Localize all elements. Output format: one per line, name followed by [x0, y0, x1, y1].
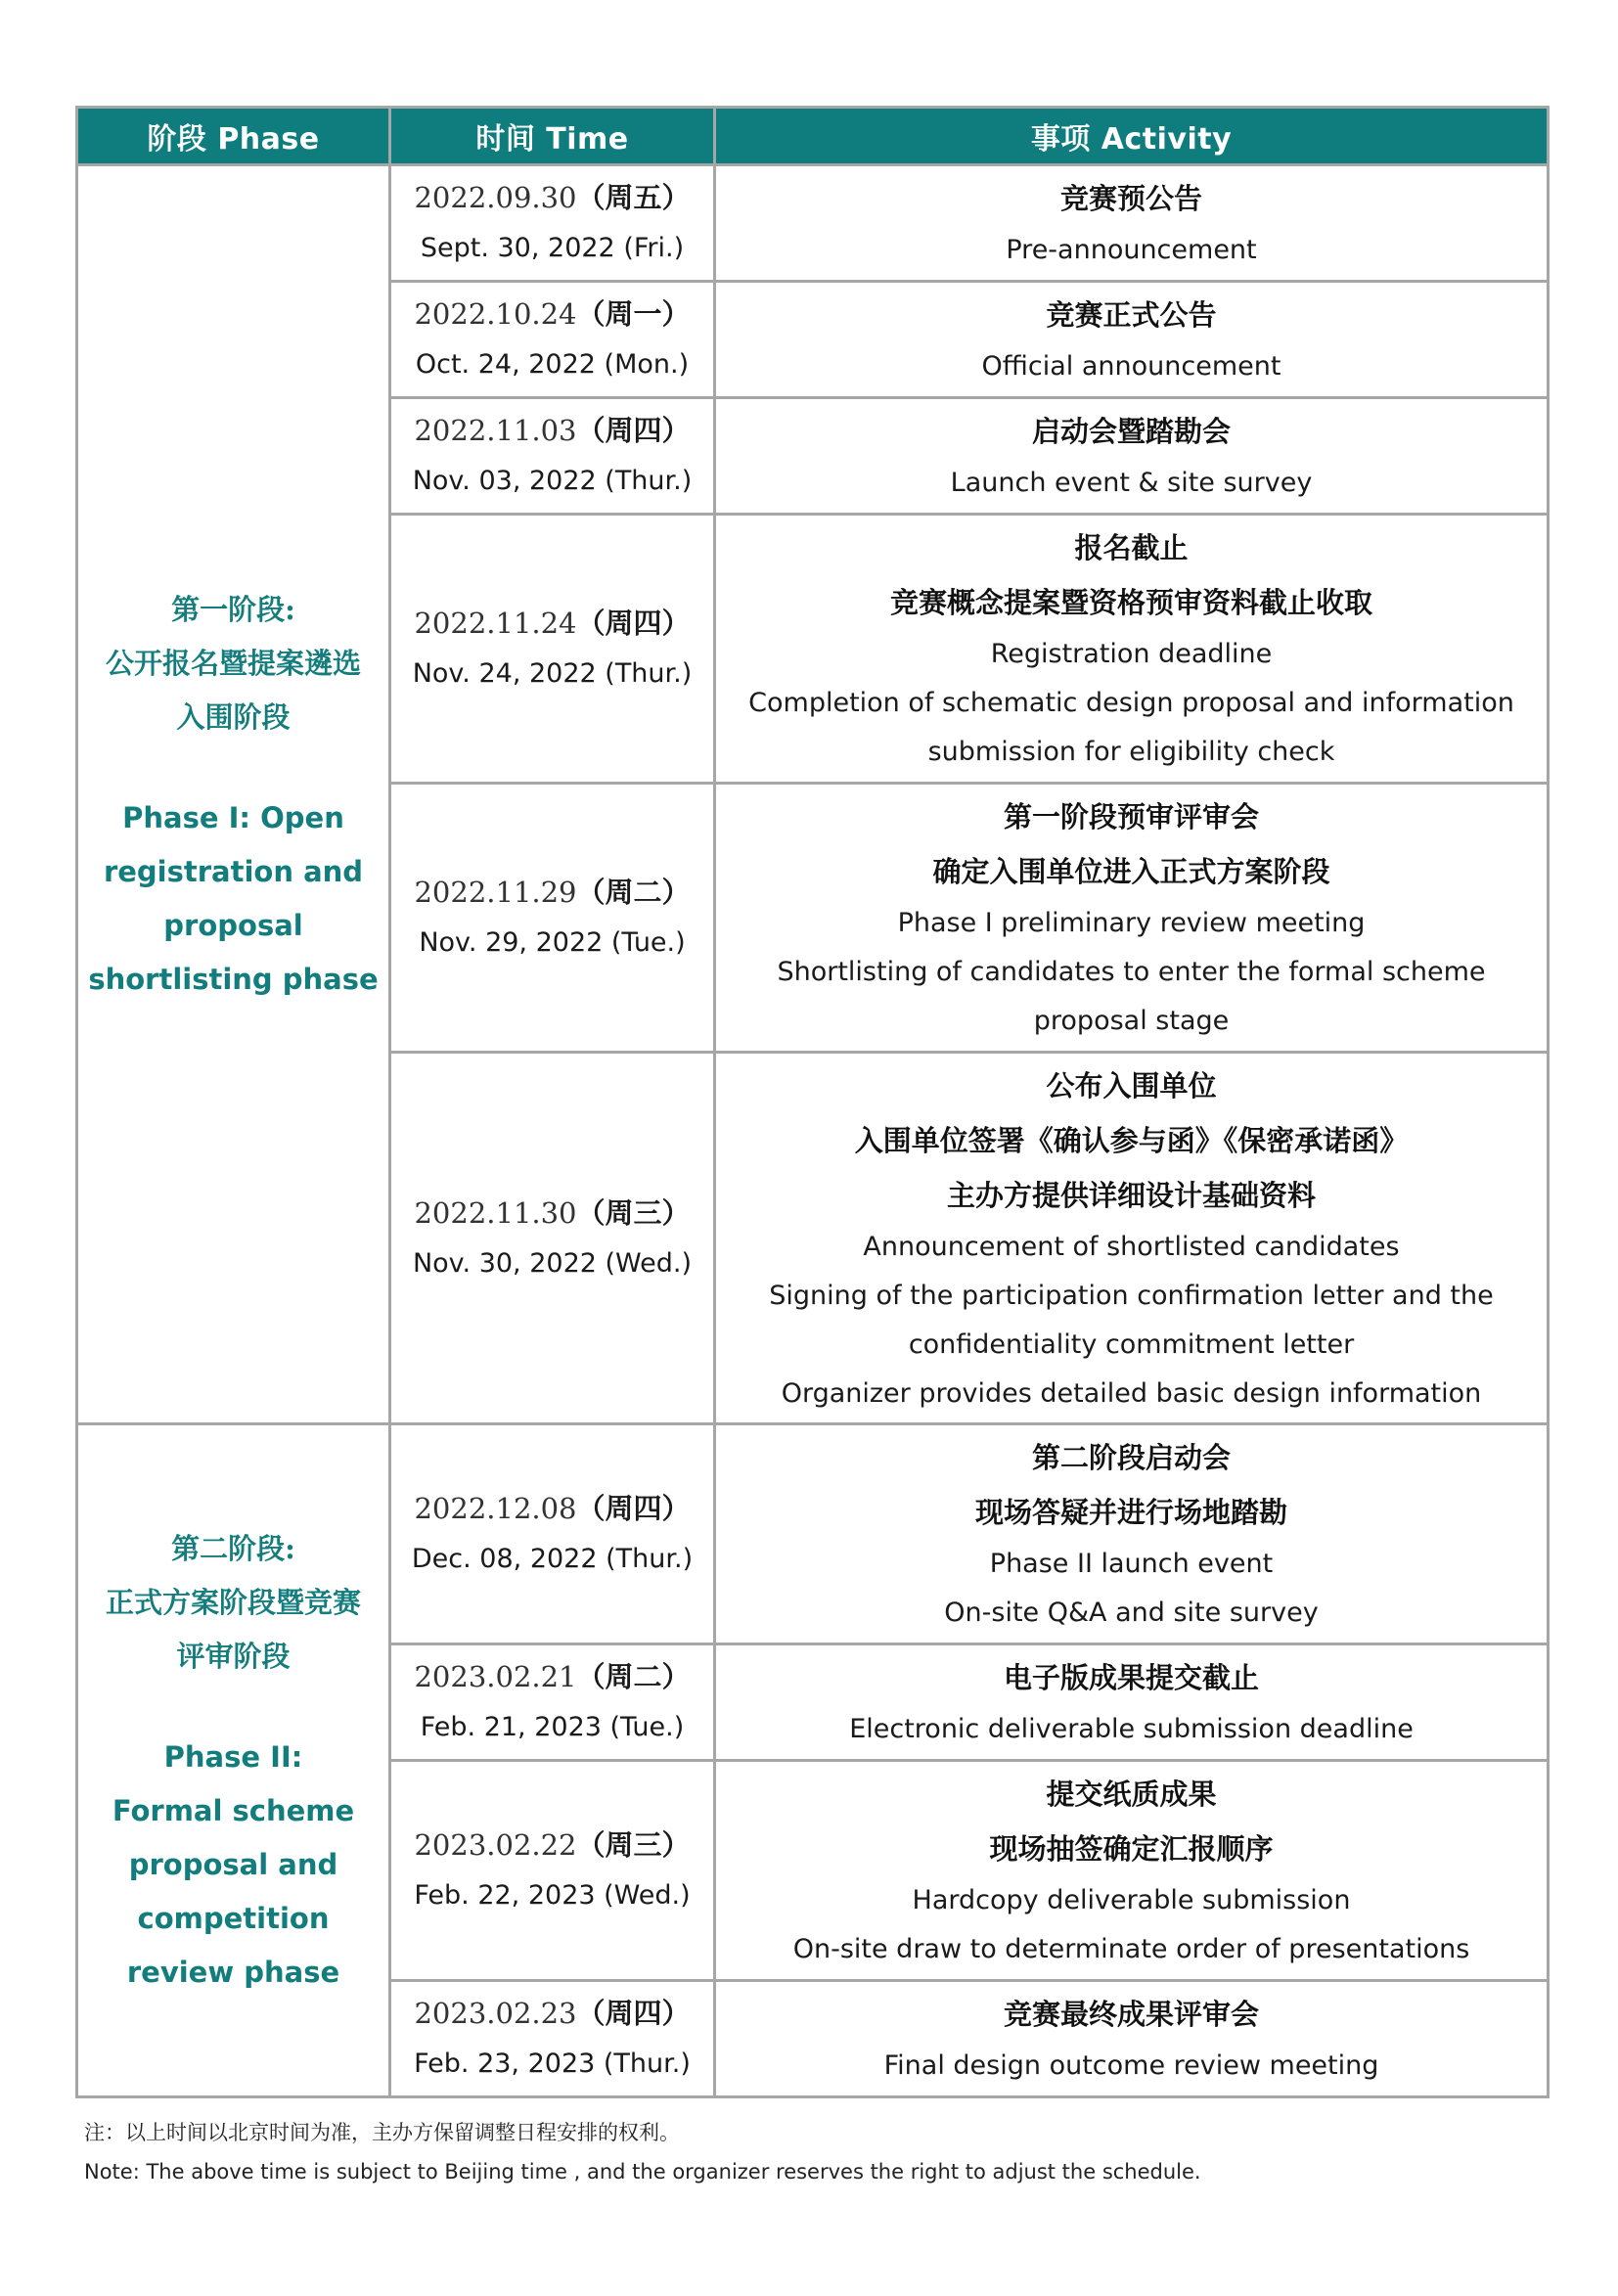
- phase-2-en: Phase II: Formal scheme proposal and competition review phase: [112, 1739, 355, 1989]
- activity-cell: 报名截止 竞赛概念提案暨资格预审资料截止收取 Registration deadline Completion of schematic design proposal and information submission for eligibility check: [715, 515, 1549, 784]
- activity-cell: 电子版成果提交截止 Electronic deliverable submission deadline: [715, 1644, 1549, 1761]
- table-row: [77, 165, 1549, 282]
- activity-cell: 竞赛预公告 Pre-announcement: [715, 165, 1549, 282]
- activity-cell: 公布入围单位 入围单位签署《确认参与函》《保密承诺函》 主办方提供详细设计基础资料 Announcement of shortlisted candidates Signing of the participation confirmation letter and the confidentiality commitment letter Organizer provides detailed basic design information: [715, 1053, 1549, 1424]
- activity-cell: 竞赛最终成果评审会 Final design outcome review meeting: [715, 1981, 1549, 2097]
- table-row: [77, 1424, 1549, 1644]
- phase-1-en: Phase I: Open registration and proposal shortlisting phase: [88, 800, 379, 996]
- date-cell: 2023.02.23（周四） Feb. 23, 2023 (Thur.): [390, 1981, 715, 2097]
- header-phase: 阶段 Phase: [77, 108, 390, 165]
- phase-2-zh: 第二阶段: 正式方案阶段暨竞赛 评审阶段: [105, 1531, 361, 1673]
- phase-1-zh: 第一阶段: 公开报名暨提案遴选 入围阶段: [105, 592, 361, 734]
- date-cell: 2023.02.22（周三） Feb. 22, 2023 (Wed.): [390, 1761, 715, 1981]
- date-cell: 2022.09.30（周五） Sept. 30, 2022 (Fri.): [390, 165, 715, 282]
- activity-cell: 第二阶段启动会 现场答疑并进行场地踏勘 Phase II launch event On-site Q&A and site survey: [715, 1424, 1549, 1644]
- date-cell: 2023.02.21（周二） Feb. 21, 2023 (Tue.): [390, 1644, 715, 1761]
- schedule-table: [75, 106, 1550, 2098]
- activity-cell: 竞赛正式公告 Official announcement: [715, 282, 1549, 398]
- header-time: 时间 Time: [390, 108, 715, 165]
- phase-2-cell: [77, 1424, 390, 2097]
- phase-1-cell: [77, 165, 390, 1424]
- date-cell: 2022.11.24（周四） Nov. 24, 2022 (Thur.): [390, 515, 715, 784]
- footnotes: [84, 2113, 1551, 2191]
- schedule-sheet: [75, 106, 1547, 2098]
- header-activity: 事项 Activity: [715, 108, 1549, 165]
- note-en: Note: The above time is subject to Beijing time , and the organizer reserves the right to adjust the schedule.: [84, 2160, 1201, 2183]
- date-cell: 2022.11.29（周二） Nov. 29, 2022 (Tue.): [390, 784, 715, 1053]
- activity-cell: 启动会暨踏勘会 Launch event & site survey: [715, 398, 1549, 515]
- note-zh: 注：以上时间以北京时间为准，主办方保留调整日程安排的权利。: [84, 2121, 680, 2144]
- header-row: [77, 108, 1549, 165]
- activity-cell: 提交纸质成果 现场抽签确定汇报顺序 Hardcopy deliverable submission On-site draw to determinate order of presentations: [715, 1761, 1549, 1981]
- date-cell: 2022.10.24（周一） Oct. 24, 2022 (Mon.): [390, 282, 715, 398]
- date-cell: 2022.11.03（周四） Nov. 03, 2022 (Thur.): [390, 398, 715, 515]
- date-cell: 2022.11.30（周三） Nov. 30, 2022 (Wed.): [390, 1053, 715, 1424]
- activity-cell: 第一阶段预审评审会 确定入围单位进入正式方案阶段 Phase I preliminary review meeting Shortlisting of candidates to enter the formal scheme proposal stage: [715, 784, 1549, 1053]
- date-cell: 2022.12.08（周四） Dec. 08, 2022 (Thur.): [390, 1424, 715, 1644]
